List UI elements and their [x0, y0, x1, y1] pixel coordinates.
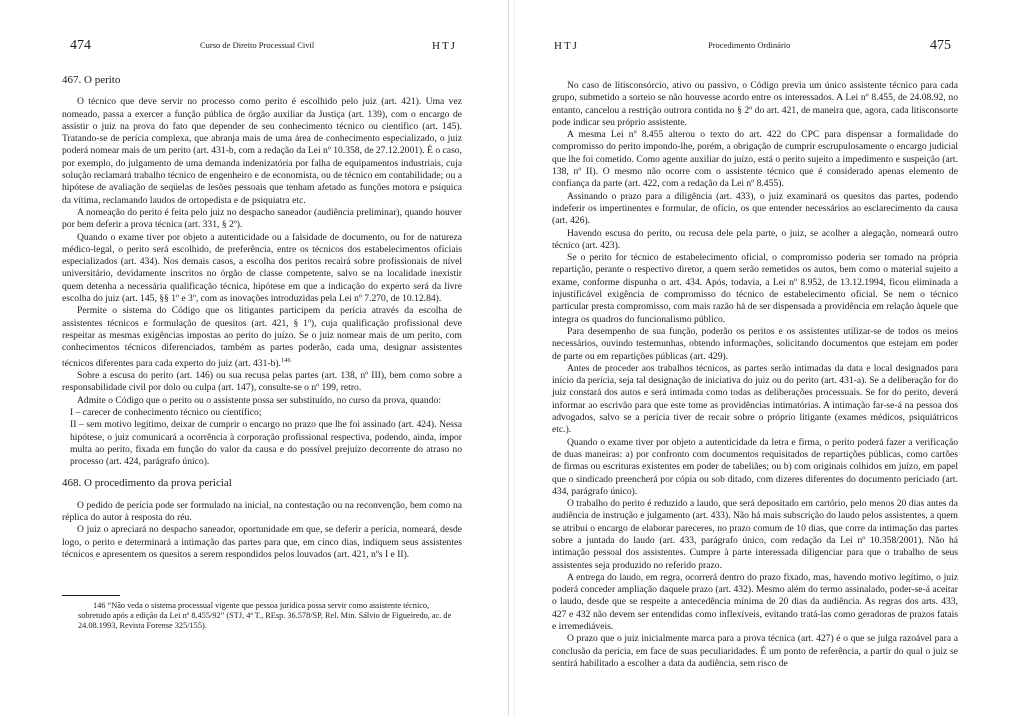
paragraph: O juiz o apreciará no despacho saneador, oportunidade em que, se deferir a perícia, nomeará, desde logo, o perito e determinará a intimação das partes para que, em cinco dias, indiquem seus assistentes técnicos e apresentem os quesitos a serem respondidos pelos louvados (art. 421, nºs I e II). [62, 524, 462, 560]
header-tag: HTJ [554, 40, 579, 52]
paragraph: O técnico que deve servir no processo como perito é escolhido pelo juiz (art. 421). Uma vez nomeado, passa a exercer a função pública de órgão auxiliar da Justiça (art. 139), com o encargo de assistir o juiz na prova do fato que depender de seu conhecimento técnico ou científico (art. 145). Tratando-se de perícia complexa, que abranja mais de uma área de conhecimento especializado, o juiz poderá nomear mais de um perito (art. 431-b, com a redação da Lei nº 10.358, de 27.12.2001). É o caso, por exemplo, do julgamento de uma demanda indenizatória por falha de equipamentos industriais, cuja solução reclamará trabalho técnico de engenheiro e de economista, ou de técnico em contabilidade; ou a hipótese de avaliação de seqüelas de lesões pessoais que tenham afetado as funções motora e psíquica da vítima, reclamando laudos de ortopedista e de psiquiatra etc. [62, 96, 462, 206]
paragraph [62, 305, 462, 370]
paragraph: O prazo que o juiz inicialmente marca para a prova técnica (art. 427) é o que se julga razoável para a conclusão da perícia, em face de suas peculiaridades. É um ponto de referência, a partir do qual o juiz se sentirá habilitado a escolher a data da audiência, sem risco de [552, 633, 958, 669]
footnote: 146 “Não veda o sistema processual vigente que pessoa jurídica possa servir como assistente técnico, sobretudo após a edição da Lei nº 8.455/92” (STJ, 4ª T., REsp. 36.578/SP, Rel. Min. Sálvio de Figueiredo, ac. de 24.08.1993, Revista Forense 325/155). [78, 601, 452, 631]
list-item: I – carecer de conhecimento técnico ou científico; [70, 406, 262, 418]
paragraph: Assinando o prazo para a diligência (art. 433), o juiz examinará os quesitos das partes, podendo indeferir os impertinentes e formular, de ofício, os que entender necessários ao esclarecimento da causa (art. 426). [552, 190, 958, 227]
paragraph: O pedido de perícia pode ser formulado na inicial, na contestação ou na reconvenção, bem como na réplica do autor à resposta do réu. [62, 499, 462, 523]
gutter-line [508, 0, 509, 716]
left-page [0, 0, 510, 716]
paragraph: Antes de proceder aos trabalhos técnicos, as partes serão intimadas da data e local designados para início da perícia, seja tal designação de iniciativa do juiz ou do perito (art. 431-a). Se a deliberação for do juiz constará dos autos e será intimada como todas as deliberações processuais. Se for do perito, deverá informar ao escrivão para que este tome as providências intimatórias. A intimação far-se-á na pessoa dos advogados, salvo se a perícia tiver de recair sobre o próprio litigante (exames médicos, psiquiátricos etc.). [552, 362, 958, 436]
section-heading: 468. O procedimento da prova pericial [62, 477, 232, 490]
paragraph: A nomeação do perito é feita pelo juiz no despacho saneador (audiência preliminar), quando houver por bem deferir a prova técnica (art. 331, § 2º). [62, 206, 462, 231]
running-head: Procedimento Ordinário [708, 40, 791, 50]
header-tag: HTJ [432, 40, 457, 52]
paragraph: Para desempenho de sua função, poderão os peritos e os assistentes utilizar-se de todos os meios necessários, ouvindo testemunhas, obtendo informações, solicitando documentos que estejam em poder de parte ou em repartições públicas (art. 429). [552, 325, 958, 362]
paragraph: Quando o exame tiver por objeto a autenticidade ou a falsidade de documento, ou for de natureza médico-legal, o perito será escolhido, de preferência, entre os técnicos dos estabelecimentos oficiais especializados (art. 434). Nos demais casos, a escolha dos peritos recairá sobre profissionais de nível universitário, devidamente inscritos no órgão de classe competente, salvo se na localidade inexistir quem detenha a necessária qualificação técnica, hipótese em que a indicação do experto será da livre escolha do juiz (art. 145, §§ 1º e 3º, com as inovações introduzidas pela Lei nº 7.270, de 10.12.84). [62, 231, 462, 305]
right-text-column [552, 80, 958, 670]
paragraph: Sobre a escusa do perito (art. 146) ou sua recusa pelas partes (art. 138, nº III), bem como sobre a responsabilidade civil por dolo ou culpa (art. 147), consulte-se o nº 199, retro. [62, 370, 462, 394]
page-number: 475 [930, 38, 951, 53]
left-text-column [62, 74, 462, 631]
footnote-rule [62, 595, 120, 596]
paragraph: Se o perito for técnico de estabelecimento oficial, o compromisso poderia ser tomado na própria repartição, perante o respectivo diretor, a quem serão remetidos os autos, bem como o material sujeito a exame, conforme dispunha o art. 434. Após, todavia, a Lei nº 8.952, de 13.12.1994, ficou eliminada a injustificável exigência de compromisso do técnico de estabelecimento oficial. Se nem o técnico particular presta compromisso, com mais razão há de ser dispensada a providência em relação àquele que integra os quadros do funcionalismo público. [552, 252, 958, 325]
page-number: 474 [70, 38, 91, 53]
paragraph: A entrega do laudo, em regra, ocorrerá dentro do prazo fixado, mas, havendo motivo legítimo, o juiz poderá conceder ampliação daquele prazo (art. 432). Mesmo além do termo assinalado, poder-se-á aceitar o laudo, desde que se respeite a antecedência mínima de 20 dias da audiência. As regras dos arts. 433, 427 e 432 não devem ser entendidas como inflexíveis, evitando tratá-las como geradoras de prazos fatais e irremediáveis. [552, 571, 958, 633]
paragraph: Admite o Código que o perito ou o assistente possa ser substituído, no curso da prova, quando: [77, 394, 441, 406]
paragraph: O trabalho do perito é reduzido a laudo, que será depositado em cartório, pelo menos 20 dias antes da audiência de instrução e julgamento (art. 433). Não há mais subscrição do laudo pelos assistentes, a quem se atribui o encargo de elaborar pareceres, no prazo comum de 10 dias, que corre da intimação das partes sobre a juntada do laudo (art. 433, parágrafo único, com redação da Lei nº 10.358/2001). Não há intimação pessoal dos assistentes. Cumpre à parte interessada diligenciar para que o trabalho de seus assistentes seja produzido no referido prazo. [552, 498, 958, 571]
running-head: Curso de Direito Processual Civil [200, 40, 315, 50]
paragraph: No caso de litisconsórcio, ativo ou passivo, o Código previa um único assistente técnico para cada grupo, submetido a sorteio se não houvesse acordo entre os interessados. A Lei nº 8.455, de 24.08.92, no entanto, cancelou a restrição outrora contida no § 2º do art. 421, de maneira que, agora, cada litisconsorte pode indicar seu próprio assistente. [552, 80, 958, 128]
paragraph: Quando o exame tiver por objeto a autenticidade da letra e firma, o perito poderá fazer a verificação de duas maneiras: a) por confronto com documentos requisitados de repartições públicas, como cartões de firmas ou escrituras existentes em poder de tabeliães; ou b) com originais colhidos em juízo, em papel que o sindicado preencherá por cópia ou sob ditado, com dizeres diferentes do documento periciado (art. 434, parágrafo único). [552, 436, 958, 497]
section-heading: 467. O perito [62, 74, 121, 86]
spacer [62, 468, 462, 477]
right-page [514, 0, 1024, 716]
paragraph-text: Permite o sistema do Código que os litigantes participem da perícia através da escolha de assistentes técnicos e formulação de quesitos (art. 421, § 1º), cuja qualificação profissional deve respeitar as mesmas exigências impostas ao perito do juízo. Se o juiz nomear mais de um perito, com conhecimentos técnicos diferenciados, também as partes poderão, cada uma, designar assistentes técnicos diferentes para cada experto do juiz (art. 431-b). [62, 305, 462, 369]
paragraph: A mesma Lei nº 8.455 alterou o texto do art. 422 do CPC para dispensar a formalidade do compromisso do perito impondo-lhe, porém, a obrigação de cumprir escrupulosamente o encargo judicial que lhe foi cometido. Como agente auxiliar do juízo, está o perito sujeito a impedimento e suspeição (art. 138, nº II). O mesmo não ocorre com o assistente técnico que é considerado apenas elemento de confiança da parte (art. 422, com a redação da Lei nº 8.455). [552, 129, 958, 190]
paragraph: Havendo escusa do perito, ou recusa dele pela parte, o juiz, se acolher a alegação, nomeará outro técnico (art. 423). [552, 227, 958, 251]
list-item: II – sem motivo legítimo, deixar de cumprir o encargo no prazo que lhe foi assinado (art. 424). Nessa hipótese, o juiz comunicará a ocorrência à corporação profissional respectiva, podendo, ainda, impor multa ao perito, fixada em função do valor da causa e do possível prejuízo decorrente do atraso no processo (art. 424, parágrafo único). [70, 419, 462, 468]
footnote-mark: 146 [280, 356, 291, 364]
